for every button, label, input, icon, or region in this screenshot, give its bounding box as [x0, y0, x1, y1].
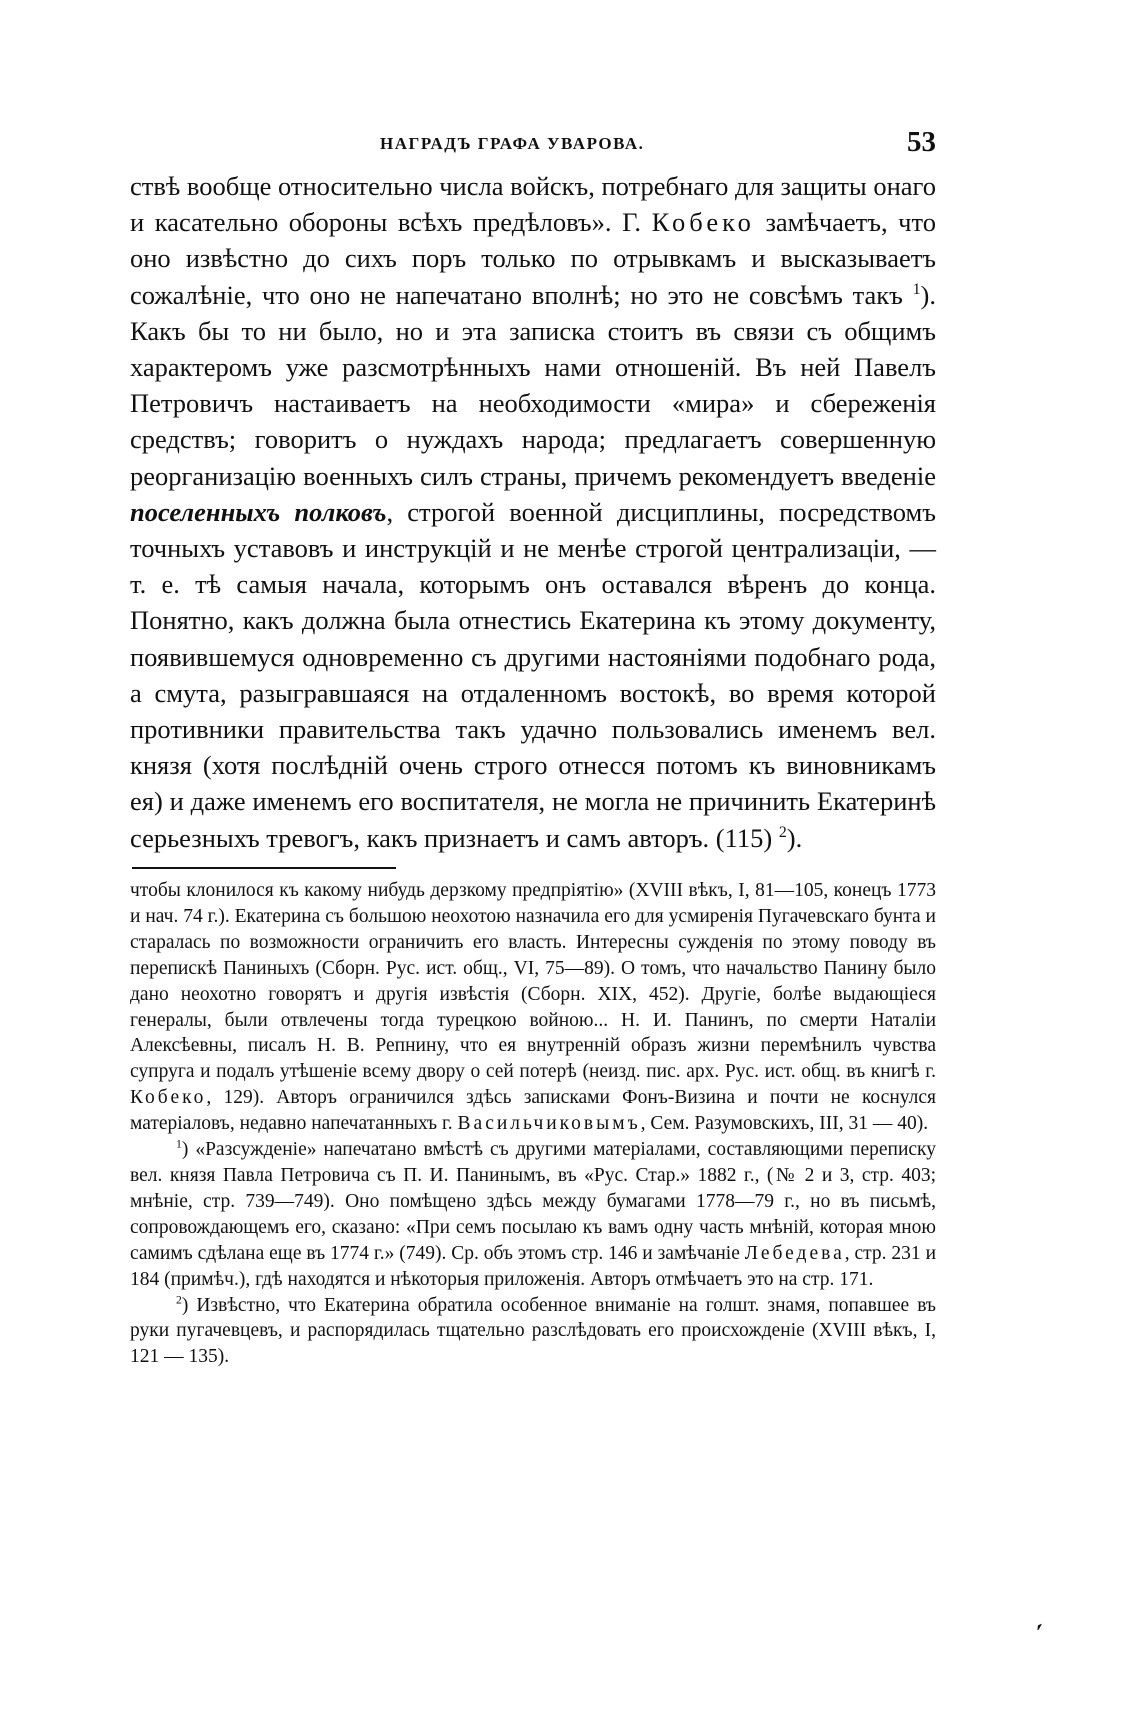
italic-phrase: поселенныхъ полковъ — [130, 496, 387, 527]
body-text-segment: ). — [786, 822, 803, 853]
footnote-1 — [130, 1137, 936, 1292]
footnote-ref-2[interactable]: 2 — [778, 823, 787, 841]
ink-mark: ˏ — [1023, 1599, 1046, 1632]
footnote-continuation — [130, 878, 936, 1137]
body-text-segment: замѣчаетъ, что оно извѣстно до сихъ поръ только по отрывкамъ и высказываетъ сожалѣніе, что оно не напечатано вполнѣ; но это не совсѣмъ такъ — [130, 207, 936, 310]
author-name-kobeko: Кобеко — [651, 207, 755, 238]
page-header — [130, 126, 936, 166]
running-title: НАГРАДЪ ГРАФА УВАРОВА. — [380, 134, 645, 153]
page-number: 53 — [907, 126, 936, 158]
body-text-segment: , строгой военной дисциплины, посредствомъ точныхъ уставовъ и инструкцій и не менѣе строгой централизаціи, — т. е. тѣ самыя начала, которымъ онъ оставался вѣренъ до конца. Понятно, какъ должна была отнестись Екатерина къ этому документу, появившемуся одновременно съ другими настояніями подобнаго рода, а смута, разыгравшаяся на отдаленномъ востокѣ, во время которой противники правительства такъ удачно пользовались именемъ вел. князя (хотя послѣдній очень строго отнесся потомъ къ виновникамъ ея) и даже именемъ его воспитателя, не могла не причинить Екатеринѣ серьезныхъ тревогъ, какъ признаетъ и самъ авторъ. (115) — [130, 496, 936, 853]
author-name: Васильчиковымъ — [457, 1113, 641, 1135]
footnote-marker: 1 — [176, 1137, 182, 1151]
body-text-segment: ). Какъ бы то ни было, но и эта записка стоитъ въ связи съ общимъ характеромъ уже разсмотрѣнныхъ нами отношеній. Въ ней Павелъ Петровичъ настаиваетъ на необходимости «мира» и сбереженія средствъ; говоритъ о нуждахъ народа; предлагаетъ совершенную реорганизацію военныхъ силъ страны, причемъ рекомендуетъ введеніе — [130, 279, 936, 491]
footnote-text: ) «Разсужденіе» напечатано вмѣстѣ съ другими матеріалами, составляющими переписку вел. князя Павла Петровича съ П. И. Панинымъ, въ «Рус. Стар.» 1882 г., (№ 2 и 3, стр. 403; мнѣніе, стр. 739—749). Оно помѣщено здѣсь между бумагами 1778—79 г., но въ письмѣ, сопровождающемъ его, сказано: «При семъ посылаю къ вамъ одну часть мнѣній, которая мною самимъ сдѣлана еще въ 1774 г.» (749). Ср. объ этомъ стр. 146 и замѣчаніе — [130, 1139, 936, 1264]
footnote-text: , 129). Авторъ ограничился здѣсь записками Фонъ-Визина и почти не коснулся матеріаловъ, недавно напечатанныхъ г. — [130, 1087, 936, 1135]
main-paragraph — [130, 168, 936, 856]
footnote-text: чтобы клонилося къ какому нибудь дерзкому предпріятію» (XVIII вѣкъ, I, 81—105, конецъ 1773 и нач. 74 г.). Екатерина съ большою неохотою назначила его для усмиренія Пугачевскаго бунта и старалась по возможности ограничить его власть. Интересны сужденія по этому поводу въ перепискѣ Паниныхъ (Сборн. Рус. ист. общ., VI, 75—89). О томъ, что начальство Панину было дано неохотно говорятъ и другія извѣстія (Сборн. XIX, 452). Другіе, болѣе выдающіеся генералы, были отвлечены тогда турецкою войною... Н. И. Панинъ, по смерти Наталіи Алексѣевны, писалъ Н. В. Репнину, что ея внутренній образъ жизни перемѣнилъ чувства супруга и подалъ утѣшеніе всему двору о сей потерѣ (неизд. пис. арх. Рус. ист. общ. въ книгѣ г. — [130, 880, 936, 1083]
footnote-2 — [130, 1293, 936, 1371]
author-name: Лебедева — [744, 1242, 845, 1264]
footnotes — [130, 878, 936, 1370]
footnote-text: , Сем. Разумовскихъ, III, 31 — 40). — [640, 1113, 929, 1135]
footnote-text: ) Извѣстно, что Екатерина обратила особенное вниманіе на голшт. знамя, попавшее въ руки пугачевцевъ, и распорядилась тщательно разслѣдовать его происхожденіе (XVIII вѣкъ, I, 121 — 135). — [130, 1294, 936, 1368]
author-name: Кобеко — [130, 1087, 207, 1109]
footnote-text: , стр. 231 и 184 (примѣч.), гдѣ находятся и нѣкоторыя приложенія. Авторъ отмѣчаетъ это на стр. 171. — [130, 1242, 937, 1290]
footnote-marker: 2 — [176, 1293, 182, 1306]
footnote-ref-1[interactable]: 1 — [912, 280, 921, 298]
body-text-segment: ствѣ вообще относительно числа войскъ, потребнаго для защиты онаго и касательно обороны всѣхъ предѣловъ». Г. — [130, 171, 936, 238]
footnote-separator — [132, 867, 396, 869]
